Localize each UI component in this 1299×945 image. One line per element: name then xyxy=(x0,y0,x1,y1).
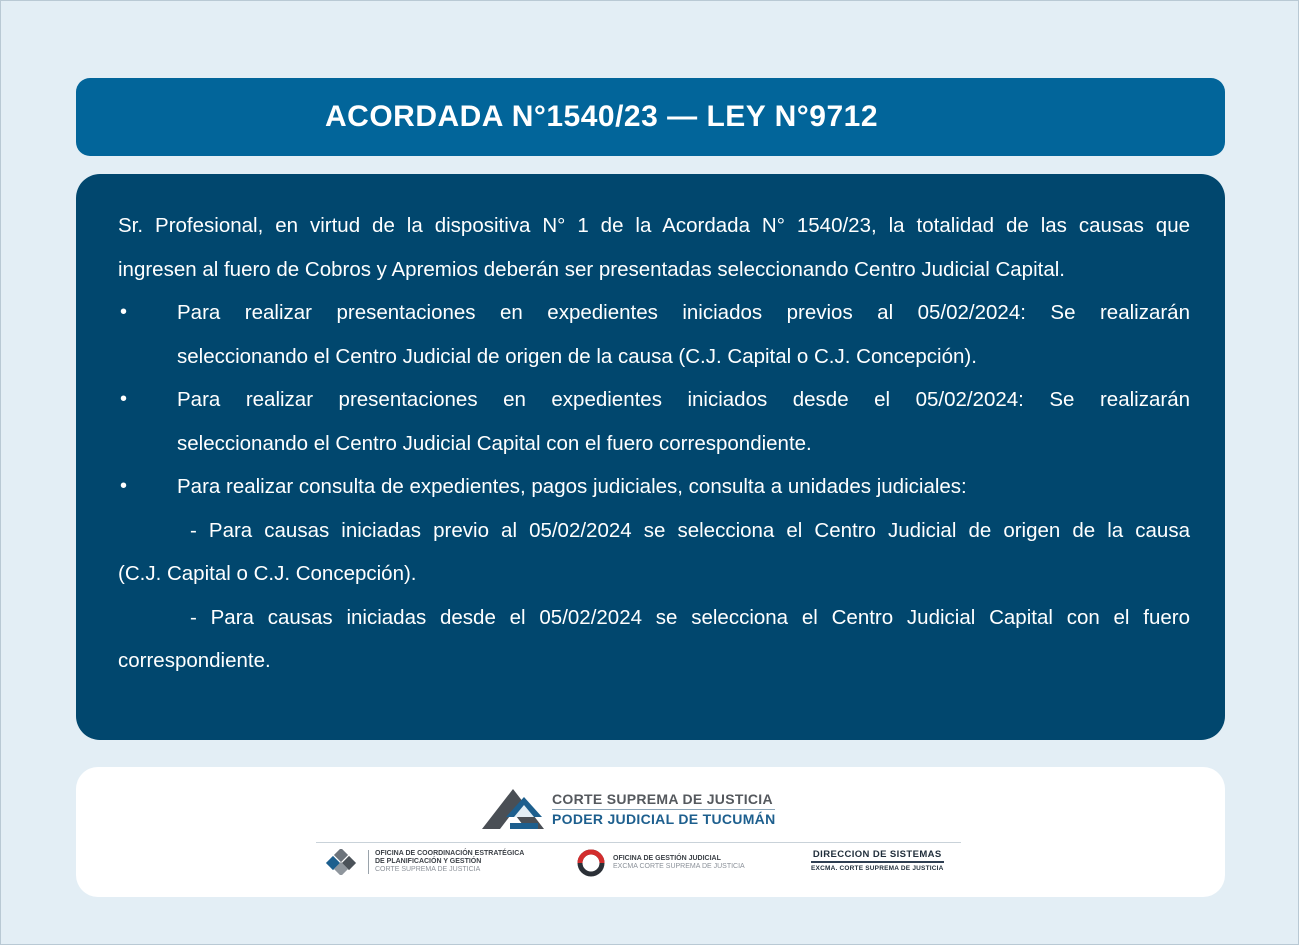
bullet-1-line-2: seleccionando el Centro Judicial de origen de la causa (C.J. Capital o C.J. Concepción). xyxy=(177,344,977,368)
sub-item-1-line-1: - Para causas iniciadas previo al 05/02/2024 se selecciona el Centro Judicial de origen de la causa xyxy=(190,518,1190,542)
bullet-item-3 xyxy=(118,465,1190,509)
office1-line-3: CORTE SUPREMA DE JUSTICIA xyxy=(375,866,481,873)
footer-logos xyxy=(76,767,1225,897)
sub-item-2-line-1: - Para causas iniciadas desde el 05/02/2024 se selecciona el Centro Judicial Capital con el fuero xyxy=(190,605,1190,629)
bullet-icon: • xyxy=(120,475,128,497)
bullet-1-line-1: Para realizar presentaciones en expedientes iniciados previos al 05/02/2024: Se realizarán xyxy=(177,301,1190,324)
bullet-icon: • xyxy=(120,301,128,323)
bullet-icon: • xyxy=(120,388,128,410)
bullet-item-2 xyxy=(118,378,1190,465)
intro-line-2: ingresen al fuero de Cobros y Apremios deberán ser presentadas seleccionando Centro Judicial Capital. xyxy=(118,257,1065,281)
office2-line-1: OFICINA DE GESTIÓN JUDICIAL xyxy=(613,855,721,862)
sub-item-2-line-2: correspondiente. xyxy=(118,649,271,672)
corte-suprema-line: CORTE SUPREMA DE JUSTICIA xyxy=(552,791,773,807)
corte-suprema-emblem-icon xyxy=(480,787,546,831)
page-title: ACORDADA N°1540/23 — LEY N°9712 xyxy=(324,100,879,133)
title-banner xyxy=(76,78,1225,156)
oficina-coordinacion-logo xyxy=(324,849,524,875)
puzzle-cross-icon xyxy=(324,849,362,875)
direccion-sistemas-logo xyxy=(811,849,944,872)
office1-line-1: OFICINA DE COORDINACIÓN ESTRATÉGICA xyxy=(375,850,525,857)
office1-line-2: DE PLANIFICACIÓN Y GESTIÓN xyxy=(375,858,482,865)
poder-judicial-line: PODER JUDICIAL DE TUCUMÁN xyxy=(552,811,776,827)
bullet-3-line-1: Para realizar consulta de expedientes, pagos judiciales, consulta a unidades judiciales: xyxy=(177,475,967,498)
footer-divider xyxy=(316,842,961,843)
ring-icon xyxy=(573,849,609,877)
bullet-2-line-2: seleccionando el Centro Judicial Capital con el fuero correspondiente. xyxy=(177,431,812,455)
notice-panel xyxy=(76,174,1225,740)
corte-suprema-logo xyxy=(480,787,775,831)
office3-line-1: DIRECCION DE SISTEMAS xyxy=(811,849,944,863)
bullet-2-line-1: Para realizar presentaciones en expedientes iniciados desde el 05/02/2024: Se realizarán xyxy=(177,388,1190,411)
office2-line-2: EXCMA CORTE SUPREMA DE JUSTICIA xyxy=(613,863,745,870)
office3-line-2: EXCMA. CORTE SUPREMA DE JUSTICIA xyxy=(811,865,944,872)
intro-line-1: Sr. Profesional, en virtud de la dispositiva N° 1 de la Acordada N° 1540/23, la totalidad de las causas que xyxy=(118,214,1190,237)
sub-item-1-line-2: (C.J. Capital o C.J. Concepción). xyxy=(118,562,417,585)
oficina-gestion-logo xyxy=(573,849,745,877)
bullet-item-1 xyxy=(118,291,1190,378)
